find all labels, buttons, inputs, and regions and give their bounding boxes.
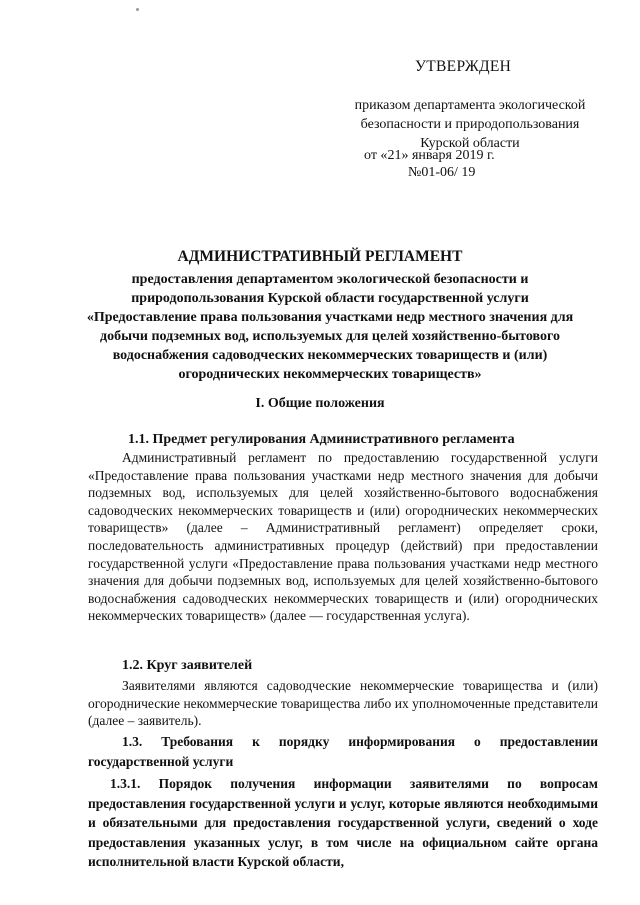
date-year: 2019 г. xyxy=(451,148,495,163)
document-subtitle: предоставления департаментом экологической безопасности и природопользования Курской области государственной услуги «Предоставление права пользования участками недр местного значения для добычи подземных вод, используемых для целей хозяйственно-бытового водоснабжения садоводческих некоммерческих товариществ и (или) огороднических некоммерческих товариществ» xyxy=(86,272,574,382)
order-line: безопасности и природопользования xyxy=(360,117,580,132)
paragraph-1-1: Административный регламент по предоставлению государственной услуги «Предоставление права пользования участками недр местного значения для добычи подземных вод, используемых для целей хозяйственно-бытового водоснабжения садоводческих некоммерческих товариществ и (или) огороднических некоммерческих товариществ» (далее – Административный регламент) определяет сроки, последовательность административных процедур (действий) при предоставлении государственной услуги «Предоставление права пользования участками недр местного значения для добычи подземных вод, используемых для целей хозяйственно-бытового водоснабжения садоводческих некоммерческих товариществ и (или) огороднических некоммерческих товариществ» (далее — государственная услуга). xyxy=(88,450,598,624)
subsection-heading-1-1: 1.1. Предмет регулирования Административного регламента xyxy=(128,432,515,447)
scan-speck xyxy=(136,8,139,11)
section-heading: I. Общие положения xyxy=(255,396,385,411)
paragraph-1-2: Заявителями являются садоводческие некоммерческие товарищества и (или) огороднические некоммерческие товарищества либо их уполномоченные представители (далее – заявитель). xyxy=(88,678,598,729)
approved-label: УТВЕРЖДЕН xyxy=(415,58,512,75)
order-reference xyxy=(320,96,620,153)
order-number xyxy=(408,165,475,181)
handwritten-day: 21 xyxy=(387,148,402,163)
paragraph-1-3-1: 1.3.1. Порядок получения информации заявителями по вопросам предоставления государственной услуги и услуг, которые являются необходимыми и обязательными для предоставления государственной услуги, сведений о ходе предоставления указанных услуг, в том числе на официальном сайте органа исполнительной власти Курской области, xyxy=(88,776,598,869)
handwritten-month: января xyxy=(411,148,452,163)
document-title: АДМИНИСТРАТИВНЫЙ РЕГЛАМЕНТ xyxy=(177,248,463,265)
order-date xyxy=(364,148,495,164)
date-mid: » xyxy=(401,148,412,163)
order-line: Курской области xyxy=(420,136,520,151)
order-line: приказом департамента экологической xyxy=(354,98,586,113)
handwritten-number: 19 xyxy=(461,165,476,180)
date-prefix: от « xyxy=(364,148,388,163)
number-prefix: №01-06/ xyxy=(408,165,462,180)
subsection-heading-1-2: 1.2. Круг заявителей xyxy=(122,658,253,673)
subsection-heading-1-3: 1.3. Требования к порядку информирования о предоставлении государственной услуги xyxy=(88,734,598,769)
